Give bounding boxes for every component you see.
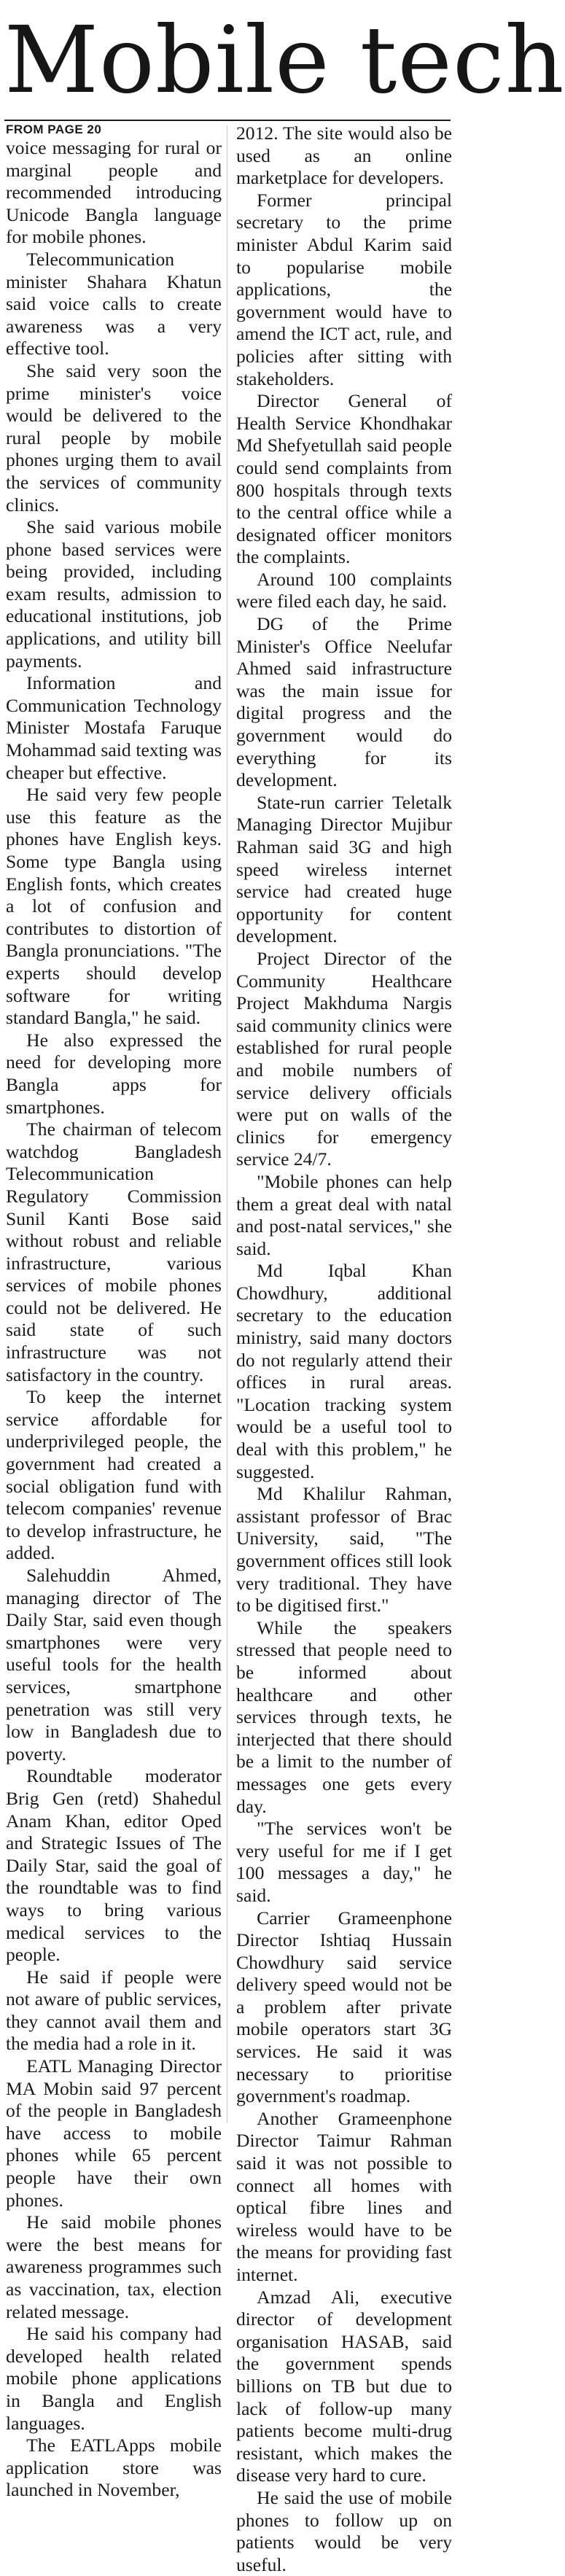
paragraph: The chairman of telecom watchdog Bangladesh Telecommunication Regulatory Commission Sunil Kanti Bose said without robust and reliable infrastructure, various services of mobile phones could not be delivered. He said state of such infrastructure was not satisfactory in the country. <box>6 1118 222 1385</box>
paragraph: The EATLApps mobile application store was launched in November, <box>6 2435 222 2501</box>
paragraph: He said very few people use this feature as the phones have English keys. Some type Bangla using English fonts, which creates a lot of confusion and contributes to distortion of Bangla pronunciations. "The experts should develop software for writing standard Bangla," he said. <box>6 784 222 1029</box>
paragraph: State-run carrier Teletalk Managing Director Mujibur Rahman said 3G and high speed wireless internet service had created huge opportunity for content development. <box>236 791 452 947</box>
article-column-right <box>236 122 452 2575</box>
paragraph: While the speakers stressed that people need to be informed about healthcare and other services through texts, he interjected that there should be a limit to the number of messages one gets every day. <box>236 1616 452 1817</box>
paragraph: Information and Communication Technology Minister Mostafa Faruque Mohammad said texting was cheaper but effective. <box>6 672 222 783</box>
paragraph: "The services won't be very useful for me if I get 100 messages a day," he said. <box>236 1818 452 1906</box>
paragraph: 2012. The site would also be used as an online marketplace for developers. <box>236 122 452 189</box>
jump-label: FROM PAGE 20 <box>6 122 102 136</box>
paragraph: Director General of Health Service Khondhakar Md Shefyetullah said people could send complaints from 800 hospitals through texts to the central office while a designated officer monitors the complaints. <box>236 390 452 568</box>
paragraph: Amzad Ali, executive director of development organisation HASAB, said the government spends billions on TB but due to lack of follow-up many patients become multi-drug resistant, which makes the disease very hard to cure. <box>236 2286 452 2486</box>
paragraph: Former principal secretary to the prime minister Abdul Karim said to popularise mobile applications, the government would have to amend the ICT act, rule, and policies after sitting with stakeholders. <box>236 189 452 389</box>
paragraph: Salehuddin Ahmed, managing director of The Daily Star, said even though smartphones were very useful tools for the health services, smartphone penetration was still very low in Bangladesh due to poverty. <box>6 1565 222 1764</box>
paragraph: Md Iqbal Khan Chowdhury, additional secretary to the education ministry, said many doctors do not regularly attend their offices in rural areas. "Location tracking system would be a useful tool to deal with this problem," he suggested. <box>236 1260 452 1482</box>
paragraph: Project Director of the Community Healthcare Project Makhduma Nargis said community clinics were established for rural people and mobile numbers of service delivery officials were put on walls of the clinics for emergency service 24/7. <box>236 947 452 1170</box>
paragraph: Telecommunication minister Shahara Khatun said voice calls to create awareness was a very effective tool. <box>6 248 222 359</box>
paragraph: To keep the internet service affordable for underprivileged people, the government had created a social obligation fund with telecom companies' revenue to develop infrastructure, he added. <box>6 1386 222 1564</box>
paragraph: DG of the Prime Minister's Office Neelufar Ahmed said infrastructure was the main issue for digital progress and the government would do everything for its development. <box>236 613 452 791</box>
paragraph: EATL Managing Director MA Mobin said 97 percent of the people in Bangladesh have access to mobile phones while 65 percent people have their own phones. <box>6 2055 222 2211</box>
paragraph: Md Khalilur Rahman, assistant professor of Brac University, said, "The government offices still look very traditional. They have to be digitised first." <box>236 1483 452 1616</box>
paragraph: He also expressed the need for developing more Bangla apps for smartphones. <box>6 1029 222 1118</box>
paragraph: "Mobile phones can help them a great deal with natal and post-natal services," she said. <box>236 1170 452 1259</box>
paragraph: Carrier Grameenphone Director Ishtiaq Hussain Chowdhury said service delivery speed would not be a problem after private mobile operators start 3G services. He said it was necessary to prioritise government's roadmap. <box>236 1907 452 2107</box>
paragraph: Another Grameenphone Director Taimur Rahman said it was not possible to connect all homes with optical fibre lines and wireless would have to be the means for providing fast internet. <box>236 2107 452 2285</box>
article-column-left <box>6 122 222 2501</box>
paragraph: voice messaging for rural or marginal people and recommended introducing Unicode Bangla language for mobile phones. <box>6 137 222 248</box>
paragraph: Around 100 complaints were filed each day, he said. <box>236 568 452 612</box>
paragraph: He said if people were not aware of public services, they cannot avail them and the media had a role in it. <box>6 1966 222 2055</box>
paragraph: He said his company had developed health related mobile phone applications in Bangla and English languages. <box>6 2323 222 2434</box>
headline: Mobile tech <box>4 7 565 114</box>
paragraph: She said very soon the prime minister's voice would be delivered to the rural people by mobile phones urging them to avail the services of community clinics. <box>6 359 222 515</box>
paragraph: Roundtable moderator Brig Gen (retd) Shahedul Anam Khan, editor Oped and Strategic Issues of The Daily Star, said the goal of the roundtable was to find ways to bring various medical services to the people. <box>6 1765 222 1966</box>
headline-rule <box>4 120 451 121</box>
paragraph: He said the use of mobile phones to follow up on patients would be very useful. <box>236 2486 452 2575</box>
paragraph: She said various mobile phone based services were being provided, including exam results, admission to educational institutions, job applications, and utility bill payments. <box>6 516 222 672</box>
paragraph: He said mobile phones were the best means for awareness programmes such as vaccination, tax, election related message. <box>6 2211 222 2322</box>
